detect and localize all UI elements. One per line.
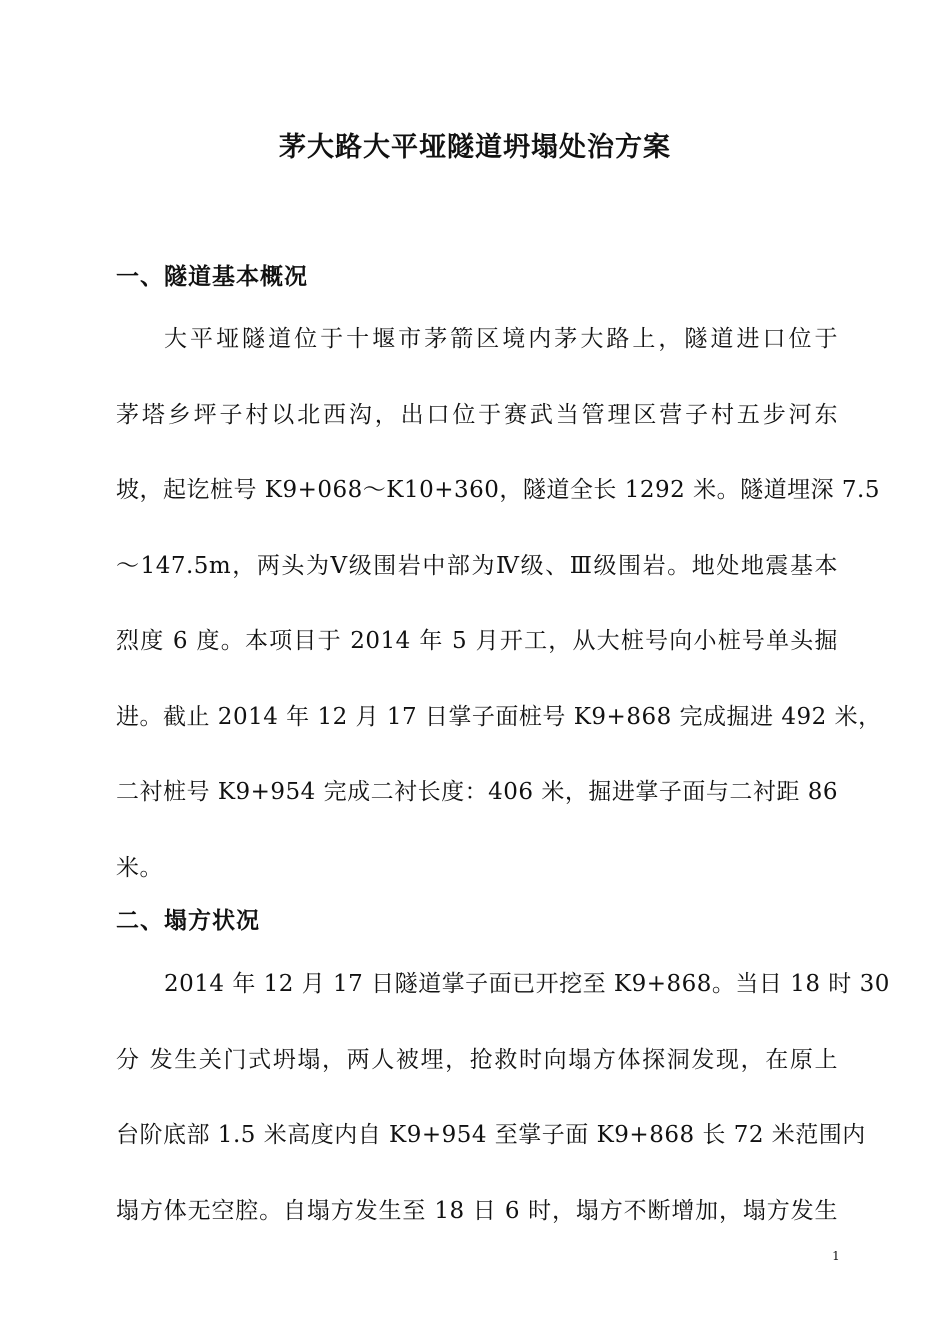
- paragraph-line: 2014 年 12 月 17 日隧道掌子面已开挖至 K9+868。当日 18 时 30: [164, 971, 890, 997]
- paragraph-line: 坡，起讫桩号 K9+068～K10+360，隧道全长 1292 米。隧道埋深 7.5: [116, 477, 880, 503]
- paragraph-line: ～147.5m，两头为Ⅴ级围岩中部为Ⅳ级、Ⅲ级围岩。地处地震基本: [116, 552, 838, 579]
- document-title: 茅大路大平垭隧道坍塌处治方案: [279, 132, 671, 163]
- paragraph-line: 烈度 6 度。本项目于 2014 年 5 月开工，从大桩号向小桩号单头掘: [116, 628, 838, 654]
- paragraph-line: 台阶底部 1.5 米高度内自 K9+954 至掌子面 K9+868 长 72 米范围内: [116, 1122, 866, 1148]
- paragraph-collapse-status: [116, 966, 890, 1268]
- paragraph-line: 茅塔乡坪子村以北西沟，出口位于赛武当管理区营子村五步河东: [116, 401, 838, 428]
- paragraph-line: 二衬桩号 K9+954 完成二衬长度：406 米，掘进掌子面与二衬距 86: [116, 779, 838, 805]
- section-heading-collapse-status: 二、塌方状况: [116, 907, 260, 934]
- section-heading-overview: 一、隧道基本概况: [116, 263, 308, 290]
- paragraph-line: 大平垭隧道位于十堰市茅箭区境内茅大路上，隧道进口位于: [164, 326, 838, 352]
- paragraph-overview: [116, 321, 882, 925]
- paragraph-line: 分 发生关门式坍塌，两人被埋，抢救时向塌方体探洞发现，在原上: [116, 1046, 838, 1073]
- paragraph-line: 米。: [116, 854, 163, 881]
- paragraph-line: 塌方体无空腔。自塌方发生至 18 日 6 时，塌方不断增加，塌方发生: [116, 1197, 838, 1224]
- paragraph-line: 进。截止 2014 年 12 月 17 日掌子面桩号 K9+868 完成掘进 492 米，: [116, 703, 882, 730]
- page-number: 1: [832, 1249, 840, 1263]
